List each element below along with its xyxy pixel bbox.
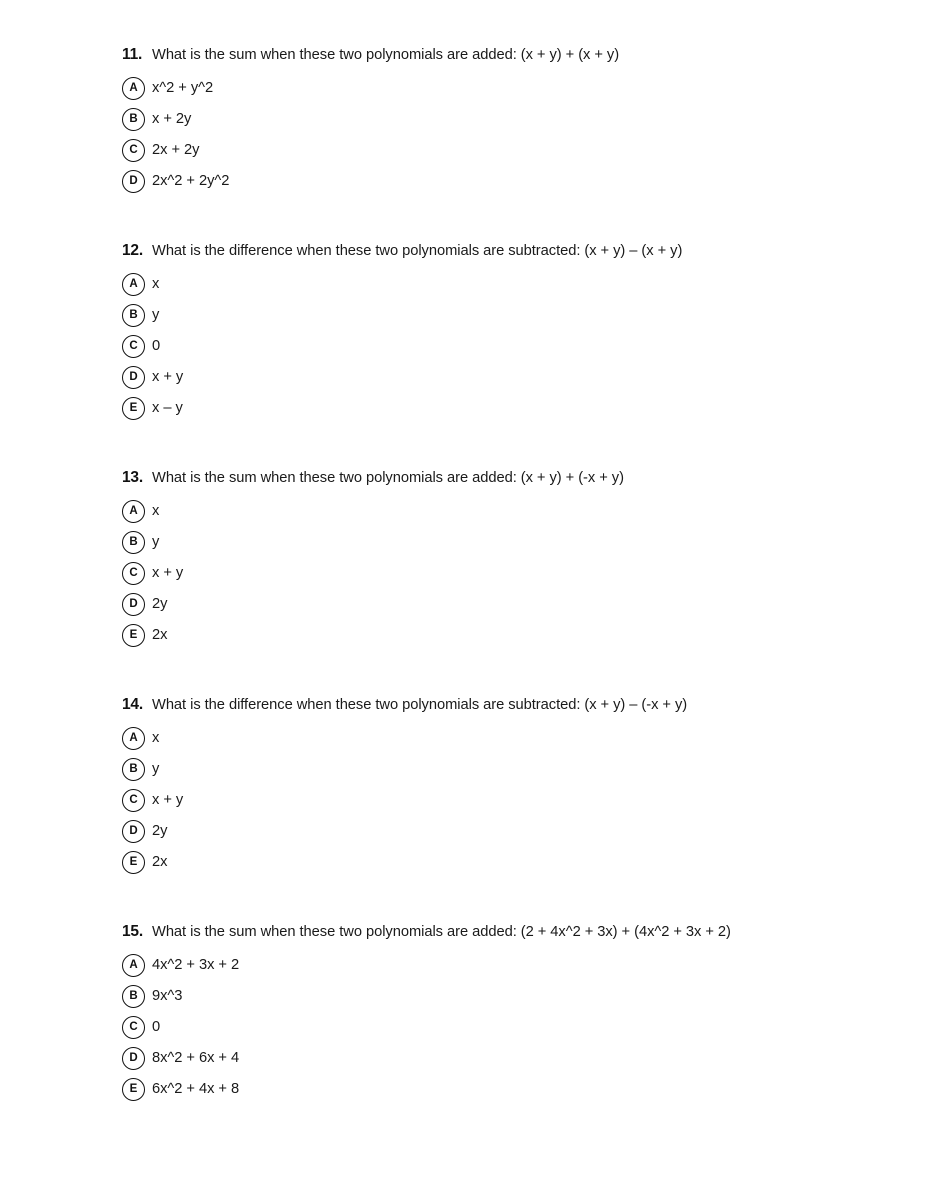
option-bubble-a[interactable]: A [122, 273, 145, 296]
option-row[interactable] [122, 816, 882, 847]
option-text: x + y [152, 792, 184, 808]
option-text: x + y [152, 565, 184, 581]
question-block [122, 467, 882, 651]
option-row[interactable] [122, 785, 882, 816]
option-bubble-b[interactable]: B [122, 108, 145, 131]
question-prompt [122, 921, 882, 943]
option-bubble-b[interactable]: B [122, 758, 145, 781]
option-bubble-e[interactable]: E [122, 1078, 145, 1101]
option-text: 0 [152, 338, 161, 354]
question-block [122, 44, 882, 197]
option-text: y [152, 307, 160, 323]
option-bubble-c[interactable]: C [122, 1016, 145, 1039]
option-bubble-a[interactable]: A [122, 500, 145, 523]
option-row[interactable] [122, 1043, 882, 1074]
option-row[interactable] [122, 847, 882, 878]
option-text: 6x^2 + 4x + 8 [152, 1081, 240, 1097]
option-text: y [152, 534, 160, 550]
option-bubble-d[interactable]: D [122, 366, 145, 389]
question-number: 12. [122, 242, 143, 259]
option-text: y [152, 761, 160, 777]
question-number: 14. [122, 696, 143, 713]
option-bubble-d[interactable]: D [122, 593, 145, 616]
option-bubble-d[interactable]: D [122, 820, 145, 843]
option-bubble-e[interactable]: E [122, 851, 145, 874]
option-row[interactable] [122, 269, 882, 300]
option-row[interactable] [122, 981, 882, 1012]
question-prompt [122, 44, 882, 66]
option-list [122, 269, 882, 424]
option-row[interactable] [122, 166, 882, 197]
option-row[interactable] [122, 1012, 882, 1043]
option-bubble-a[interactable]: A [122, 954, 145, 977]
question-block [122, 694, 882, 878]
option-text: x + 2y [152, 111, 192, 127]
question-block [122, 921, 882, 1105]
option-text: x^2 + y^2 [152, 80, 214, 96]
option-bubble-c[interactable]: C [122, 562, 145, 585]
option-bubble-c[interactable]: C [122, 139, 145, 162]
option-row[interactable] [122, 496, 882, 527]
option-row[interactable] [122, 135, 882, 166]
option-text: x [152, 276, 160, 292]
option-list [122, 950, 882, 1105]
option-text: 2x + 2y [152, 142, 200, 158]
option-text: 2x [152, 627, 168, 643]
option-bubble-b[interactable]: B [122, 531, 145, 554]
question-prompt [122, 467, 882, 489]
question-list [122, 44, 882, 1105]
question-number: 15. [122, 923, 143, 940]
option-row[interactable] [122, 558, 882, 589]
question-number: 13. [122, 469, 143, 486]
option-bubble-d[interactable]: D [122, 170, 145, 193]
question-prompt [122, 240, 882, 262]
question-text: What is the difference when these two polynomials are subtracted: (x + y) – (x + y) [152, 243, 683, 259]
option-bubble-a[interactable]: A [122, 77, 145, 100]
option-list [122, 723, 882, 878]
option-text: x [152, 730, 160, 746]
question-prompt [122, 694, 882, 716]
question-text: What is the sum when these two polynomials are added: (x + y) + (x + y) [152, 47, 620, 63]
option-bubble-b[interactable]: B [122, 304, 145, 327]
option-text: 2y [152, 596, 168, 612]
option-text: 8x^2 + 6x + 4 [152, 1050, 240, 1066]
option-text: 2y [152, 823, 168, 839]
option-bubble-c[interactable]: C [122, 789, 145, 812]
question-text: What is the difference when these two polynomials are subtracted: (x + y) – (-x + y) [152, 697, 688, 713]
option-text: 9x^3 [152, 988, 183, 1004]
option-text: 0 [152, 1019, 161, 1035]
option-row[interactable] [122, 1074, 882, 1105]
option-bubble-d[interactable]: D [122, 1047, 145, 1070]
option-row[interactable] [122, 754, 882, 785]
question-block [122, 240, 882, 424]
option-row[interactable] [122, 331, 882, 362]
option-text: 2x^2 + 2y^2 [152, 173, 230, 189]
option-text: 2x [152, 854, 168, 870]
option-text: x – y [152, 400, 183, 416]
option-row[interactable] [122, 73, 882, 104]
option-row[interactable] [122, 362, 882, 393]
option-row[interactable] [122, 589, 882, 620]
option-list [122, 496, 882, 651]
option-bubble-b[interactable]: B [122, 985, 145, 1008]
question-text: What is the sum when these two polynomials are added: (x + y) + (-x + y) [152, 470, 624, 486]
option-bubble-a[interactable]: A [122, 727, 145, 750]
option-row[interactable] [122, 723, 882, 754]
option-bubble-e[interactable]: E [122, 397, 145, 420]
option-row[interactable] [122, 950, 882, 981]
option-list [122, 73, 882, 197]
question-number: 11. [122, 46, 143, 63]
option-row[interactable] [122, 620, 882, 651]
option-row[interactable] [122, 300, 882, 331]
option-row[interactable] [122, 393, 882, 424]
option-row[interactable] [122, 527, 882, 558]
option-text: x [152, 503, 160, 519]
option-text: 4x^2 + 3x + 2 [152, 957, 240, 973]
option-bubble-e[interactable]: E [122, 624, 145, 647]
option-text: x + y [152, 369, 184, 385]
option-row[interactable] [122, 104, 882, 135]
question-text: What is the sum when these two polynomials are added: (2 + 4x^2 + 3x) + (4x^2 + 3x + 2) [152, 924, 731, 940]
option-bubble-c[interactable]: C [122, 335, 145, 358]
